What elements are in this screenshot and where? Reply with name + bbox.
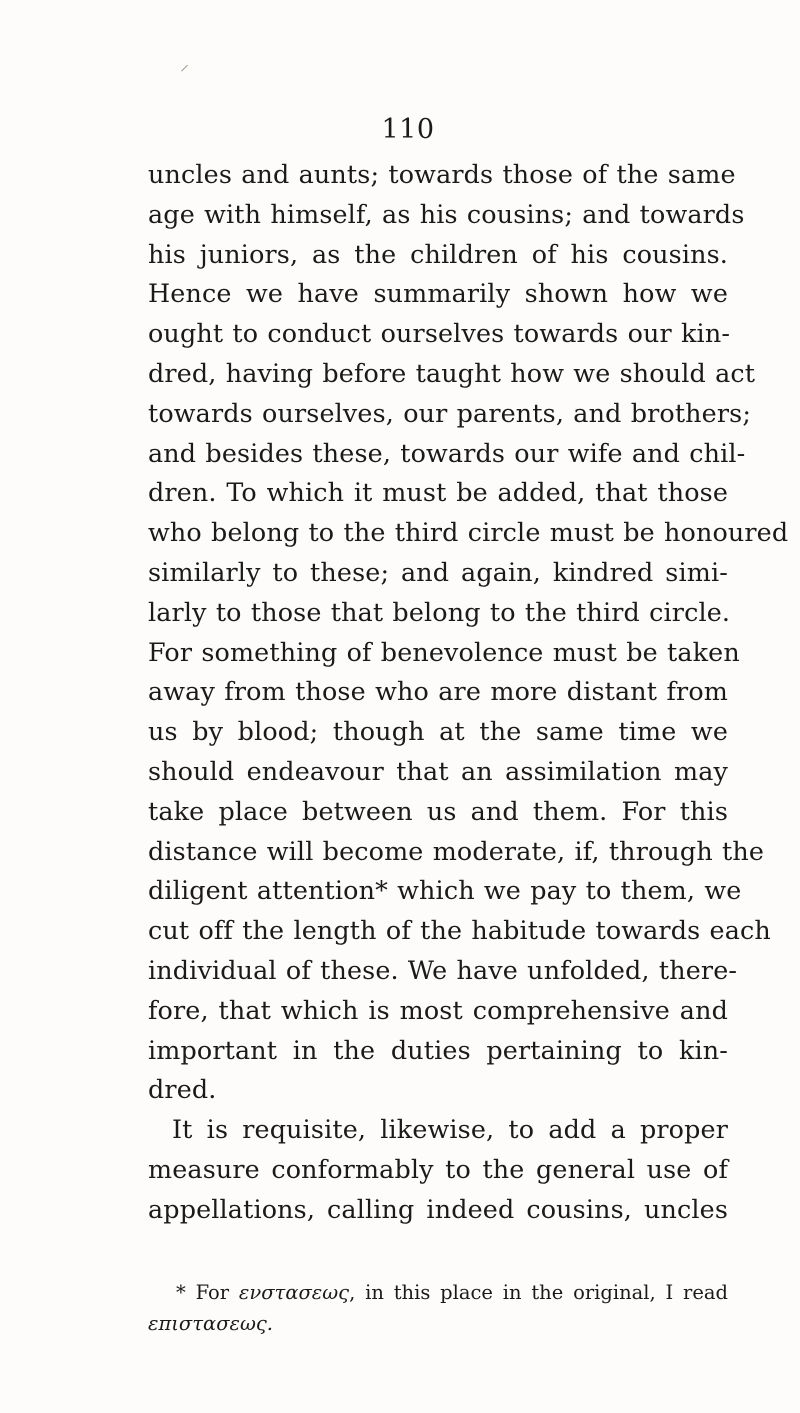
body-text <box>148 155 789 1230</box>
text-line: and besides these, towards our wife and chil- <box>148 437 746 468</box>
text-line: For something of benevolence must be taken <box>148 636 740 667</box>
text-line: dred. <box>148 1074 217 1105</box>
text-line: diligent attention* which we pay to them, we <box>148 875 742 906</box>
text-line-paragraph-start: It is requisite, likewise, to add a proper <box>172 1114 728 1145</box>
text-line: age with himself, as his cousins; and towards <box>148 198 745 229</box>
text-line: dred, having before taught how we should act <box>148 357 756 388</box>
text-line: take place between us and them. For this <box>148 795 728 826</box>
text-line: us by blood; though at the same time we <box>148 716 728 747</box>
text-line: his juniors, as the children of his cousins. <box>148 238 728 269</box>
footnote-second-line: επιστασεως. <box>148 1312 273 1335</box>
text-line: individual of these. We have unfolded, there- <box>148 954 738 985</box>
page-number-text: 110 <box>381 114 435 145</box>
text-line: dren. To which it must be added, that those <box>148 477 728 508</box>
footnote <box>148 1277 728 1339</box>
text-line: important in the duties pertaining to kin- <box>148 1034 728 1065</box>
text-line: measure conformably to the general use of <box>148 1153 728 1184</box>
text-line: cut off the length of the habitude towards each <box>148 915 771 946</box>
footnote-marker: * <box>176 1281 186 1304</box>
text-line: appellations, calling indeed cousins, uncles <box>148 1193 728 1224</box>
footnote-suffix: , in this place in the original, I read <box>349 1281 728 1304</box>
text-line: uncles and aunts; towards those of the same <box>148 159 736 189</box>
text-line: should endeavour that an assimilation may <box>148 755 728 786</box>
text-line: away from those who are more distant from <box>148 676 728 707</box>
text-line: ought to conduct ourselves towards our kin- <box>148 318 731 349</box>
text-line: Hence we have summarily shown how we <box>148 278 728 309</box>
text-line: who belong to the third circle must be honoured <box>148 517 789 548</box>
footnote-prefix: For <box>195 1281 230 1304</box>
text-line: towards ourselves, our parents, and brothers; <box>148 397 752 428</box>
text-line: fore, that which is most comprehensive and <box>148 994 728 1025</box>
text-line: larly to those that belong to the third circle. <box>148 596 731 627</box>
text-line: similarly to these; and again, kindred simi- <box>148 556 728 587</box>
footnote-line <box>148 1277 728 1308</box>
footnote-greek-word: ενστασεως <box>238 1281 350 1304</box>
text-line: distance will become moderate, if, through the <box>148 835 765 866</box>
page-number <box>0 114 800 145</box>
paper-blemish: ⸝ <box>180 54 189 75</box>
